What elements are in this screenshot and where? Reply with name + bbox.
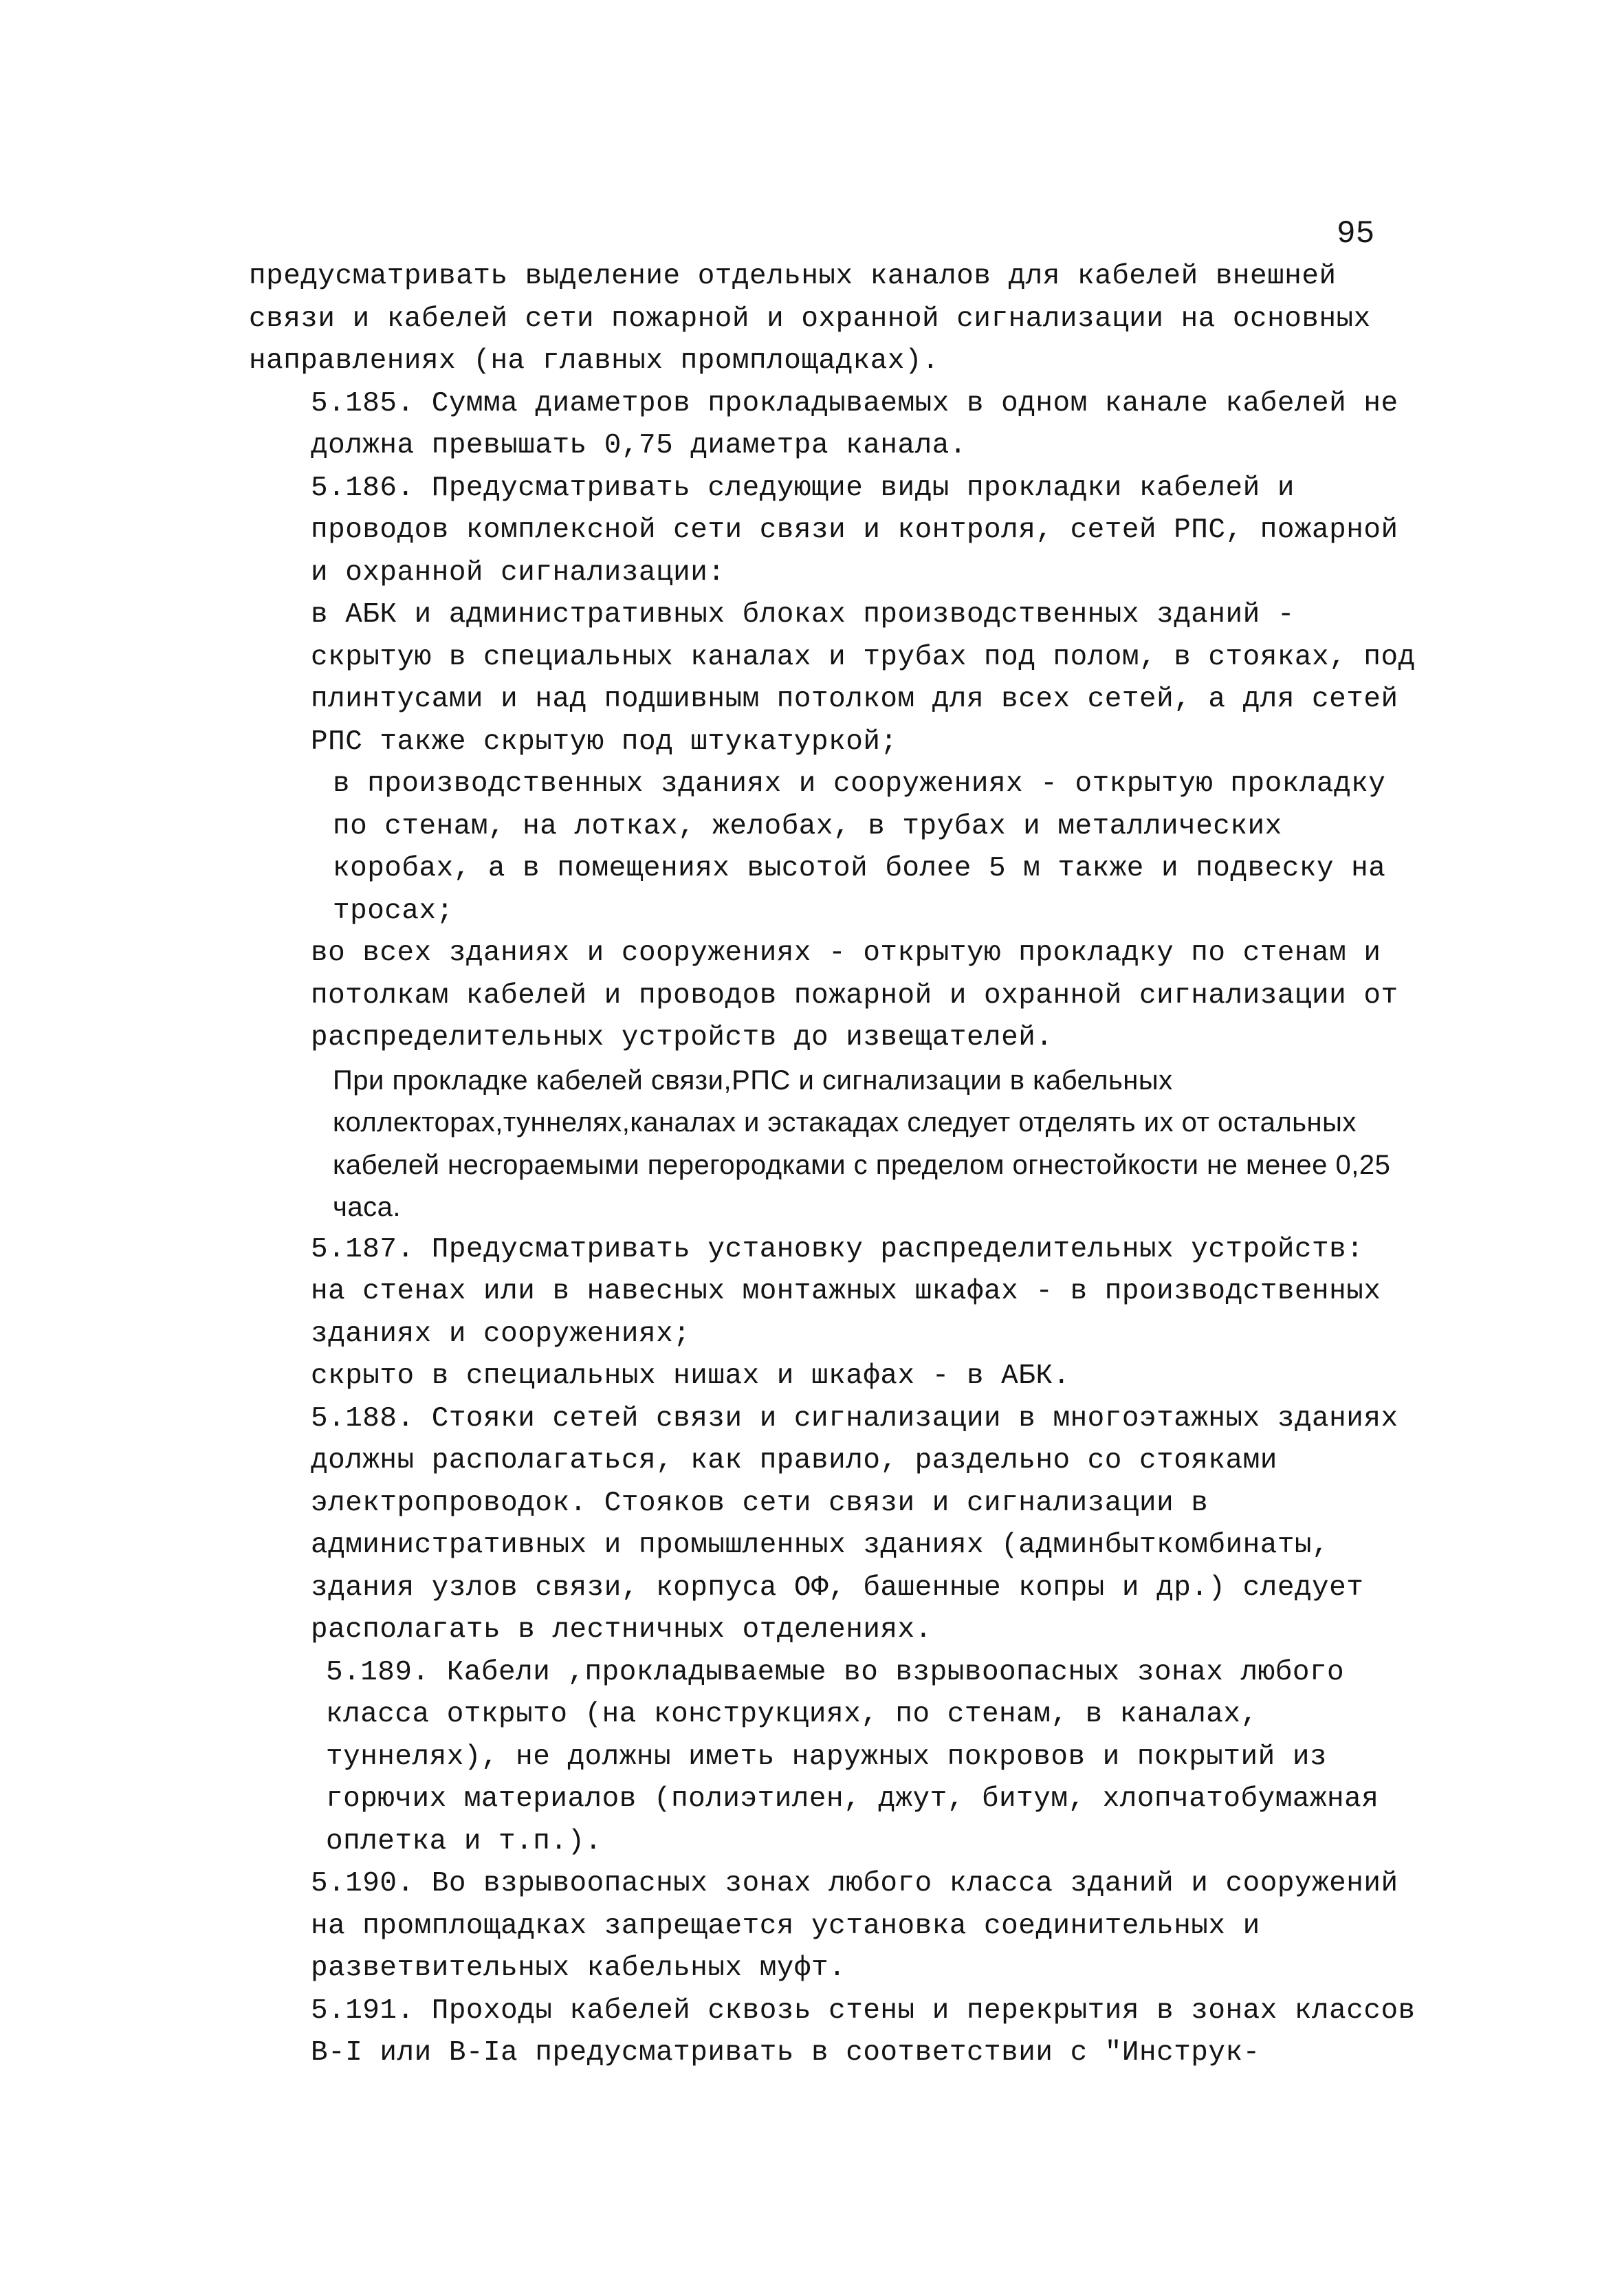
- paragraph-5-190: 5.190. Во взрывоопасных зонах любого класса зданий и сооружений на промплощадках запрещается установка соединительных и разветвительных кабельных муфт.: [311, 1868, 1398, 1984]
- paragraph-abk: в АБК и административных блоках производственных зданий - скрытую в специальных каналах и трубах под полом, в стояках, под плинтусами и над подшивным потолком для всех сетей, а для сетей РПС также скрытую под штукатуркой;: [311, 599, 1416, 758]
- paragraph-5-185: 5.185. Сумма диаметров прокладываемых в одном канале кабелей не должна превышать 0,75 диаметра канала.: [311, 387, 1398, 461]
- paragraph-all-buildings: во всех зданиях и сооружениях - открытую прокладку по стенам и потолкам кабелей и проводов пожарной и охранной сигнализации от распределительных устройств до извещателей.: [311, 937, 1398, 1054]
- paragraph-5-186: 5.186. Предусматривать следующие виды прокладки кабелей и проводов комплексной сети связи и контроля, сетей РПС, пожарной и охранной сигнализации:: [311, 472, 1398, 589]
- paragraph-5-191: 5.191. Проходы кабелей сквозь стены и перекрытия в зонах классов В-I или В-Iа предусматривать в соответствии с "Инструк-: [311, 1994, 1416, 2069]
- document-body: [249, 256, 1431, 2075]
- page-number: 95: [1337, 216, 1375, 252]
- paragraph-cable-collectors: При прокладке кабелей связи,РПС и сигнализации в кабельных коллекторах,туннелях,каналах и эстакадах следует отделять их от остальных кабелей несгораемыми перегородками с пределом огнестойкости не менее 0,25 часа.: [333, 1065, 1391, 1222]
- paragraph-5-188: 5.188. Стояки сетей связи и сигнализации в многоэтажных зданиях должны располагаться, как правило, раздельно со стояками электропроводок. Стояков сети связи и сигнализации в административных и промышленных зданиях (админбыткомбинаты, здания узлов связи, корпуса ОФ, башенные копры и др.) следует располагать в лестничных отделениях.: [311, 1402, 1398, 1646]
- paragraph-production-buildings: в производственных зданиях и сооружениях - открытую прокладку по стенам, на лотках, желобах, в трубах и металлических коробах, а в помещениях высотой более 5 м также и подвеску на тросах;: [333, 768, 1386, 927]
- paragraph-5-189: 5.189. Кабели ,прокладываемые во взрывоопасных зонах любого класса открыто (на конструкциях, по стенам, в каналах, туннелях), не должны иметь наружных покровов и покрытий из горючих материалов (полиэтилен, джут, битум, хлопчатобумажная оплетка и т.п.).: [326, 1656, 1379, 1858]
- paragraph-continuation: предусматривать выделение отдельных каналов для кабелей внешней связи и кабелей сети пожарной и охранной сигнализации на основных направлениях (на главных промплощадках).: [249, 261, 1371, 377]
- paragraph-5-187: 5.187. Предусматривать установку распределительных устройств:: [311, 1233, 1364, 1265]
- paragraph-hidden-niches: скрыто в специальных нишах и шкафах - в АБК.: [311, 1360, 1071, 1392]
- paragraph-walls-cabinets: на стенах или в навесных монтажных шкафах - в производственных зданиях и сооружениях;: [311, 1276, 1381, 1350]
